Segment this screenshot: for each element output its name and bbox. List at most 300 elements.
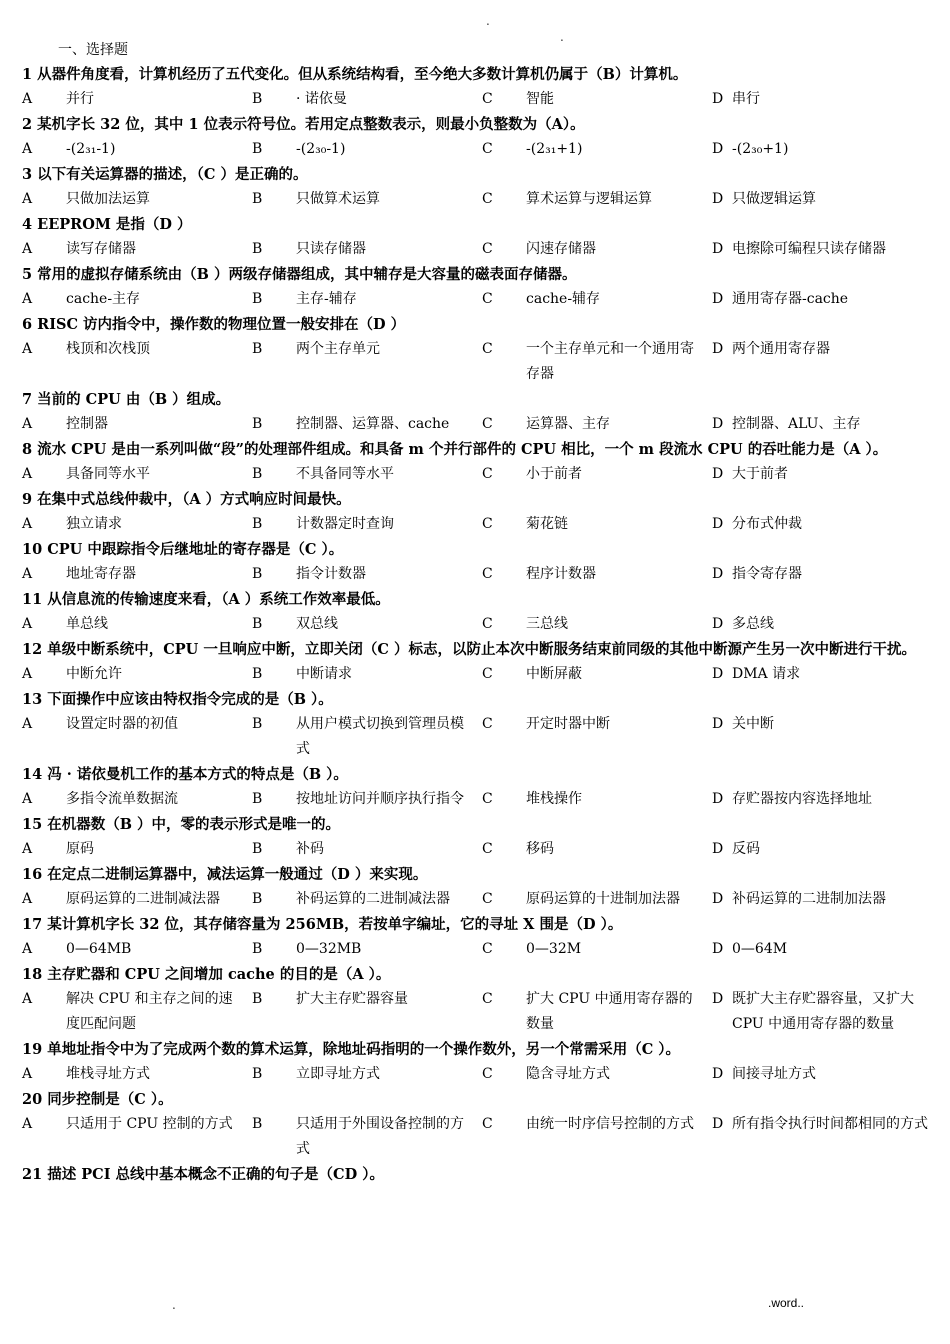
option-row xyxy=(22,937,934,962)
option-d xyxy=(712,662,934,687)
footer-dot: . xyxy=(172,1298,176,1312)
question-text: 20 同步控制是（C ）。 xyxy=(22,1091,173,1108)
option-c xyxy=(482,1062,712,1087)
option-text: -(2₃₁-1) xyxy=(66,141,116,157)
question-text: 18 主存贮器和 CPU 之间增加 cache 的目的是（A ）。 xyxy=(22,966,391,983)
option-letter: B xyxy=(252,841,263,857)
option-text: 中断屏蔽 xyxy=(526,666,582,682)
option-row xyxy=(22,562,934,587)
option-d xyxy=(712,237,934,262)
option-a xyxy=(22,562,252,587)
option-text: 原码运算的十进制加法器 xyxy=(526,891,680,907)
option-letter: A xyxy=(22,416,33,432)
option-a xyxy=(22,412,252,437)
option-letter: C xyxy=(482,466,493,482)
option-b xyxy=(252,937,482,962)
option-text: 中断允许 xyxy=(66,666,122,682)
option-text: 扩大 CPU 中通用寄存器的数量 xyxy=(526,991,693,1032)
option-row xyxy=(22,1112,934,1162)
option-letter: A xyxy=(22,241,33,257)
option-b xyxy=(252,462,482,487)
option-d xyxy=(712,987,934,1037)
option-letter: B xyxy=(252,941,263,957)
option-d xyxy=(712,187,934,212)
option-letter: C xyxy=(482,666,493,682)
option-a xyxy=(22,187,252,212)
option-letter: B xyxy=(252,416,263,432)
option-text: 多指令流单数据流 xyxy=(66,791,178,807)
option-text: 0—64MB xyxy=(66,941,132,957)
option-text: 只做加法运算 xyxy=(66,191,150,207)
option-row xyxy=(22,412,934,437)
option-letter: D xyxy=(712,791,724,807)
question-text: 7 当前的 CPU 由（B ）组成。 xyxy=(22,391,231,408)
question-text: 12 单级中断系统中，CPU 一旦响应中断，立即关闭（C ）标志，以防止本次中断服务结束前同级的其他中断源产生另一次中断进行干扰。 xyxy=(22,641,916,658)
option-letter: C xyxy=(482,616,493,632)
option-text: 两个通用寄存器 xyxy=(732,341,830,357)
option-c xyxy=(482,787,712,812)
option-text: 补码 xyxy=(296,841,324,857)
option-letter: B xyxy=(252,891,263,907)
option-b xyxy=(252,562,482,587)
option-text: 只做逻辑运算 xyxy=(732,191,816,207)
option-letter: D xyxy=(712,291,724,307)
option-text: 反码 xyxy=(732,841,760,857)
option-a xyxy=(22,87,252,112)
option-letter: B xyxy=(252,1066,263,1082)
question-item xyxy=(22,212,934,262)
option-letter: A xyxy=(22,566,33,582)
option-letter: B xyxy=(252,191,263,207)
option-letter: B xyxy=(252,991,263,1007)
option-d xyxy=(712,612,934,637)
option-text: 并行 xyxy=(66,91,94,107)
option-a xyxy=(22,662,252,687)
option-a xyxy=(22,987,252,1037)
question-item xyxy=(22,962,934,1037)
option-letter: C xyxy=(482,416,493,432)
option-text: 按地址访问并顺序执行指令 xyxy=(296,791,464,807)
option-text: -(2₃₀+1) xyxy=(732,141,789,157)
option-letter: B xyxy=(252,141,263,157)
option-text: 间接寻址方式 xyxy=(732,1066,816,1082)
option-text: 堆栈寻址方式 xyxy=(66,1066,150,1082)
option-letter: B xyxy=(252,291,263,307)
option-a xyxy=(22,787,252,812)
option-letter: D xyxy=(712,716,724,732)
option-c xyxy=(482,937,712,962)
option-letter: D xyxy=(712,241,724,257)
option-text: 读写存储器 xyxy=(66,241,136,257)
option-a xyxy=(22,1112,252,1162)
option-c xyxy=(482,287,712,312)
question-item xyxy=(22,587,934,637)
option-row xyxy=(22,462,934,487)
option-letter: B xyxy=(252,1116,263,1132)
option-text: 指令计数器 xyxy=(296,566,366,582)
option-letter: A xyxy=(22,616,33,632)
option-letter: C xyxy=(482,1116,493,1132)
option-letter: D xyxy=(712,841,724,857)
option-letter: B xyxy=(252,241,263,257)
option-letter: A xyxy=(22,91,33,107)
option-row xyxy=(22,787,934,812)
option-a xyxy=(22,237,252,262)
option-letter: C xyxy=(482,791,493,807)
option-letter: D xyxy=(712,1066,724,1082)
option-text: 控制器、ALU、主存 xyxy=(732,416,861,432)
question-item xyxy=(22,1087,934,1162)
option-letter: B xyxy=(252,791,263,807)
question-list xyxy=(22,62,934,1187)
option-d xyxy=(712,712,934,762)
option-text: 独立请求 xyxy=(66,516,122,532)
option-b xyxy=(252,412,482,437)
option-c xyxy=(482,237,712,262)
option-text: 0—32M xyxy=(526,941,582,957)
option-letter: C xyxy=(482,716,493,732)
option-row xyxy=(22,837,934,862)
option-letter: C xyxy=(482,141,493,157)
option-b xyxy=(252,612,482,637)
question-item xyxy=(22,637,934,687)
option-c xyxy=(482,662,712,687)
question-text: 3 以下有关运算器的描述，（C ）是正确的。 xyxy=(22,166,308,183)
option-letter: B xyxy=(252,91,263,107)
option-d xyxy=(712,837,934,862)
option-text: 电擦除可编程只读存储器 xyxy=(732,241,886,257)
option-text: 关中断 xyxy=(732,716,774,732)
question-text: 2 某机字长 32 位，其中 1 位表示符号位。若用定点整数表示，则最小负整数为（A）。 xyxy=(22,116,585,133)
option-c xyxy=(482,137,712,162)
question-item xyxy=(22,162,934,212)
option-row xyxy=(22,237,934,262)
option-c xyxy=(482,87,712,112)
option-text: 闪速存储器 xyxy=(526,241,596,257)
option-text: 控制器、运算器、cache xyxy=(296,416,450,432)
option-a xyxy=(22,1062,252,1087)
question-text: 15 在机器数（B ）中，零的表示形式是唯一的。 xyxy=(22,816,341,833)
question-item xyxy=(22,387,934,437)
option-letter: C xyxy=(482,841,493,857)
option-letter: D xyxy=(712,516,724,532)
option-row xyxy=(22,87,934,112)
option-text: cache-辅存 xyxy=(526,291,601,307)
option-row xyxy=(22,187,934,212)
option-row xyxy=(22,137,934,162)
option-text: 主存-辅存 xyxy=(296,291,357,307)
option-text: 双总线 xyxy=(296,616,338,632)
option-text: 0—32MB xyxy=(296,941,362,957)
option-text: 多总线 xyxy=(732,616,774,632)
option-letter: A xyxy=(22,941,33,957)
option-text: 程序计数器 xyxy=(526,566,596,582)
option-letter: A xyxy=(22,516,33,532)
option-b xyxy=(252,662,482,687)
option-letter: B xyxy=(252,516,263,532)
header-dot: . xyxy=(560,30,564,44)
option-a xyxy=(22,887,252,912)
option-a xyxy=(22,512,252,537)
option-text: 中断请求 xyxy=(296,666,352,682)
option-text: 分布式仲裁 xyxy=(732,516,802,532)
option-b xyxy=(252,337,482,387)
question-item xyxy=(22,1162,934,1187)
option-c xyxy=(482,887,712,912)
option-text: 只适用于外围设备控制的方式 xyxy=(296,1116,464,1157)
option-b xyxy=(252,237,482,262)
option-letter: C xyxy=(482,566,493,582)
option-text: 不具备同等水平 xyxy=(296,466,394,482)
option-c xyxy=(482,187,712,212)
option-d xyxy=(712,887,934,912)
option-c xyxy=(482,612,712,637)
option-letter: D xyxy=(712,941,724,957)
option-text: 小于前者 xyxy=(526,466,582,482)
option-b xyxy=(252,887,482,912)
option-letter: A xyxy=(22,991,33,1007)
option-c xyxy=(482,462,712,487)
option-row xyxy=(22,987,934,1037)
option-row xyxy=(22,662,934,687)
option-c xyxy=(482,562,712,587)
option-letter: A xyxy=(22,666,33,682)
option-row xyxy=(22,287,934,312)
option-text: 栈顶和次栈顶 xyxy=(66,341,150,357)
option-text: 所有指令执行时间都相同的方式 xyxy=(732,1116,928,1132)
option-text: 隐含寻址方式 xyxy=(526,1066,610,1082)
option-text: 指令寄存器 xyxy=(732,566,802,582)
option-letter: C xyxy=(482,1066,493,1082)
option-row xyxy=(22,712,934,762)
option-text: 计数器定时查询 xyxy=(296,516,394,532)
question-text: 11 从信息流的传输速度来看，（A ）系统工作效率最低。 xyxy=(22,591,390,608)
question-text: 14 冯 · 诺依曼机工作的基本方式的特点是（B ）。 xyxy=(22,766,348,783)
option-text: 具备同等水平 xyxy=(66,466,150,482)
option-text: 三总线 xyxy=(526,616,568,632)
question-item xyxy=(22,762,934,812)
option-letter: A xyxy=(22,291,33,307)
option-text: 解决 CPU 和主存之间的速度匹配问题 xyxy=(66,991,233,1032)
question-item xyxy=(22,537,934,587)
option-d xyxy=(712,137,934,162)
option-letter: A xyxy=(22,891,33,907)
option-text: 算术运算与逻辑运算 xyxy=(526,191,652,207)
question-text: 4 EEPROM 是指（D ） xyxy=(22,216,192,233)
question-item xyxy=(22,262,934,312)
option-text: 原码运算的二进制减法器 xyxy=(66,891,220,907)
option-c xyxy=(482,987,712,1037)
option-letter: A xyxy=(22,1066,33,1082)
option-b xyxy=(252,187,482,212)
question-text: 16 在定点二进制运算器中，减法运算一般通过（D ）来实现。 xyxy=(22,866,428,883)
option-text: 既扩大主存贮器容量，又扩大 CPU 中通用寄存器的数量 xyxy=(732,991,914,1032)
option-text: -(2₃₁+1) xyxy=(526,141,583,157)
option-letter: D xyxy=(712,141,724,157)
option-letter: C xyxy=(482,516,493,532)
option-letter: C xyxy=(482,941,493,957)
option-a xyxy=(22,137,252,162)
option-text: DMA 请求 xyxy=(732,666,801,682)
option-b xyxy=(252,837,482,862)
option-d xyxy=(712,337,934,387)
option-b xyxy=(252,712,482,762)
option-letter: A xyxy=(22,1116,33,1132)
option-d xyxy=(712,512,934,537)
option-text: 从用户模式切换到管理员模式 xyxy=(296,716,464,757)
option-letter: C xyxy=(482,241,493,257)
option-letter: B xyxy=(252,341,263,357)
question-item xyxy=(22,62,934,112)
option-d xyxy=(712,287,934,312)
question-text: 10 CPU 中跟踪指令后继地址的寄存器是（C ）。 xyxy=(22,541,344,558)
option-b xyxy=(252,987,482,1037)
option-text: 原码 xyxy=(66,841,94,857)
option-c xyxy=(482,837,712,862)
option-b xyxy=(252,1062,482,1087)
option-text: 设置定时器的初值 xyxy=(66,716,178,732)
option-text: 智能 xyxy=(526,91,554,107)
option-letter: C xyxy=(482,191,493,207)
option-d xyxy=(712,1062,934,1087)
question-item xyxy=(22,487,934,537)
option-text: 菊花链 xyxy=(526,516,568,532)
option-letter: B xyxy=(252,666,263,682)
option-letter: D xyxy=(712,1116,724,1132)
option-b xyxy=(252,787,482,812)
option-letter: D xyxy=(712,566,724,582)
option-d xyxy=(712,1112,934,1162)
option-c xyxy=(482,337,712,387)
option-b xyxy=(252,512,482,537)
option-d xyxy=(712,462,934,487)
option-letter: A xyxy=(22,341,33,357)
option-text: -(2₃₀-1) xyxy=(296,141,346,157)
question-item xyxy=(22,112,934,162)
option-text: 扩大主存贮器容量 xyxy=(296,991,408,1007)
question-text: 5 常用的虚拟存储系统由（B ）两级存储器组成，其中辅存是大容量的磁表面存储器。 xyxy=(22,266,577,283)
option-letter: D xyxy=(712,616,724,632)
option-text: 运算器、主存 xyxy=(526,416,610,432)
option-text: 一个主存单元和一个通用寄存器 xyxy=(526,341,694,382)
option-a xyxy=(22,287,252,312)
option-d xyxy=(712,787,934,812)
question-text: 6 RISC 访内指令中，操作数的物理位置一般安排在（D ） xyxy=(22,316,406,333)
option-c xyxy=(482,1112,712,1162)
option-row xyxy=(22,337,934,387)
option-text: 立即寻址方式 xyxy=(296,1066,380,1082)
option-text: · 诺依曼 xyxy=(296,91,347,107)
option-letter: D xyxy=(712,91,724,107)
option-letter: B xyxy=(252,566,263,582)
question-text: 21 描述 PCI 总线中基本概念不正确的句子是（CD ）。 xyxy=(22,1166,384,1183)
option-a xyxy=(22,462,252,487)
option-a xyxy=(22,712,252,762)
question-item xyxy=(22,862,934,912)
option-letter: A xyxy=(22,791,33,807)
option-d xyxy=(712,412,934,437)
option-text: 由统一时序信号控制的方式 xyxy=(526,1116,694,1132)
footer-label: .word.. xyxy=(767,1296,804,1310)
header-dot: . xyxy=(486,14,490,28)
option-a xyxy=(22,937,252,962)
option-text: 开定时器中断 xyxy=(526,716,610,732)
option-letter: D xyxy=(712,466,724,482)
option-row xyxy=(22,1062,934,1087)
option-a xyxy=(22,612,252,637)
option-letter: A xyxy=(22,716,33,732)
option-text: 通用寄存器-cache xyxy=(732,291,849,307)
question-item xyxy=(22,912,934,962)
option-letter: B xyxy=(252,716,263,732)
option-letter: D xyxy=(712,416,724,432)
option-c xyxy=(482,712,712,762)
option-b xyxy=(252,137,482,162)
option-a xyxy=(22,837,252,862)
option-row xyxy=(22,612,934,637)
option-letter: A xyxy=(22,141,33,157)
question-text: 9 在集中式总线仲裁中，（A ）方式响应时间最快。 xyxy=(22,491,351,508)
option-text: 补码运算的二进制减法器 xyxy=(296,891,450,907)
option-text: 补码运算的二进制加法器 xyxy=(732,891,886,907)
option-letter: A xyxy=(22,191,33,207)
question-item xyxy=(22,687,934,762)
option-b xyxy=(252,287,482,312)
option-a xyxy=(22,337,252,387)
option-text: 移码 xyxy=(526,841,554,857)
option-letter: C xyxy=(482,341,493,357)
option-letter: D xyxy=(712,341,724,357)
option-b xyxy=(252,1112,482,1162)
question-text: 1 从器件角度看，计算机经历了五代变化。但从系统结构看，至今绝大多数计算机仍属于（B）计算机。 xyxy=(22,66,688,83)
option-text: 存贮器按内容选择地址 xyxy=(732,791,872,807)
option-d xyxy=(712,937,934,962)
option-letter: C xyxy=(482,991,493,1007)
question-text: 13 下面操作中应该由特权指令完成的是（B ）。 xyxy=(22,691,333,708)
question-text: 17 某计算机字长 32 位，其存储容量为 256MB，若按单字编址，它的寻址 X 围是（D ）。 xyxy=(22,916,623,933)
option-text: 0—64M xyxy=(732,941,788,957)
option-text: 只适用于 CPU 控制的方式 xyxy=(66,1116,233,1132)
question-text: 19 单地址指令中为了完成两个数的算术运算，除地址码指明的一个操作数外，另一个常需采用（C ）。 xyxy=(22,1041,681,1058)
option-letter: D xyxy=(712,891,724,907)
option-text: 地址寄存器 xyxy=(66,566,136,582)
option-letter: B xyxy=(252,466,263,482)
option-letter: D xyxy=(712,991,724,1007)
option-text: 堆栈操作 xyxy=(526,791,582,807)
option-text: 控制器 xyxy=(66,416,108,432)
option-letter: A xyxy=(22,841,33,857)
option-d xyxy=(712,562,934,587)
question-item xyxy=(22,1037,934,1087)
option-letter: C xyxy=(482,891,493,907)
option-d xyxy=(712,87,934,112)
option-letter: C xyxy=(482,91,493,107)
section-title: 一、选择题 xyxy=(58,42,128,58)
option-text: cache-主存 xyxy=(66,291,141,307)
question-item xyxy=(22,812,934,862)
option-c xyxy=(482,412,712,437)
question-text: 8 流水 CPU 是由一系列叫做“段”的处理部件组成。和具备 m 个并行部件的 CPU 相比，一个 m 段流水 CPU 的吞吐能力是（A ）。 xyxy=(22,441,888,458)
option-row xyxy=(22,512,934,537)
option-letter: D xyxy=(712,666,724,682)
option-text: 只做算术运算 xyxy=(296,191,380,207)
option-text: 串行 xyxy=(732,91,760,107)
option-text: 大于前者 xyxy=(732,466,788,482)
option-text: 只读存储器 xyxy=(296,241,366,257)
option-text: 单总线 xyxy=(66,616,108,632)
option-letter: B xyxy=(252,616,263,632)
question-item xyxy=(22,312,934,387)
